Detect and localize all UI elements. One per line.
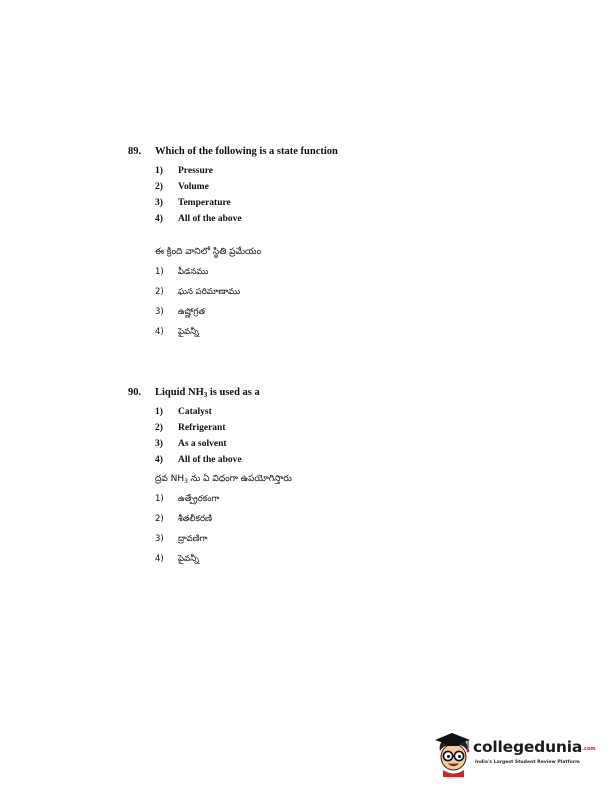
option-english <box>155 452 548 468</box>
question-text-telugu-prefix: ద్రవ NH <box>155 474 185 484</box>
option-label: పైవన్నీ <box>178 554 199 564</box>
question-text <box>155 386 260 400</box>
option-label: Refrigerant <box>178 423 226 433</box>
option-english <box>155 436 548 452</box>
question-text-telugu <box>155 472 548 486</box>
option-label: ద్రావణిగా <box>178 534 208 544</box>
option-label: పైవన్నీ <box>178 327 199 337</box>
option-number: 4) <box>155 554 164 564</box>
logo-tagline: India's Largest Student Review Platform <box>475 760 580 765</box>
question-90 <box>128 386 548 572</box>
option-telugu <box>155 285 548 305</box>
option-english <box>155 179 548 195</box>
option-number: 4) <box>155 455 163 465</box>
option-english <box>155 404 548 420</box>
option-label: శీతలీకరణి <box>178 514 213 524</box>
question-header <box>128 145 548 159</box>
subscript: 3 <box>203 391 208 399</box>
question-header <box>128 386 548 400</box>
option-number: 1) <box>155 166 163 176</box>
option-number: 2) <box>155 423 163 433</box>
option-label: Temperature <box>178 198 231 208</box>
option-number: 2) <box>155 514 164 524</box>
logo-wordmark <box>473 738 596 758</box>
option-telugu <box>155 492 548 512</box>
option-number: 3) <box>155 307 164 317</box>
option-english <box>155 163 548 179</box>
question-number: 90. <box>128 387 142 398</box>
options-english <box>155 163 548 227</box>
question-89 <box>128 145 548 345</box>
option-label: All of the above <box>178 214 242 224</box>
option-number: 2) <box>155 182 163 192</box>
option-english <box>155 420 548 436</box>
option-label: Catalyst <box>178 407 212 417</box>
option-label: ఘన పరిమాణాము <box>178 287 241 297</box>
option-telugu <box>155 305 548 325</box>
option-telugu <box>155 552 548 572</box>
option-number: 2) <box>155 287 164 297</box>
option-number: 4) <box>155 214 163 224</box>
question-text-telugu: ఈ క్రింది వానిలో స్థితి ప్రమేయం <box>155 247 262 257</box>
question-text-telugu-suffix: ను ఏ విధంగా ఉపయోగిస్తారు <box>187 474 292 484</box>
option-label: Volume <box>178 182 209 192</box>
options-telugu <box>155 492 548 572</box>
option-number: 3) <box>155 198 163 208</box>
options-telugu <box>155 265 548 345</box>
option-english <box>155 211 548 227</box>
option-number: 1) <box>155 494 164 504</box>
option-number: 1) <box>155 407 163 417</box>
question-text-suffix: is used as a <box>207 387 260 398</box>
collegedunia-logo <box>432 731 596 777</box>
question-text-prefix: Liquid NH <box>155 387 204 398</box>
option-label: Pressure <box>178 166 214 176</box>
option-number: 1) <box>155 267 164 277</box>
option-label: As a solvent <box>178 439 227 449</box>
option-telugu <box>155 512 548 532</box>
option-telugu <box>155 532 548 552</box>
student-mascot-icon <box>432 731 476 777</box>
question-text: Which of the following is a state function <box>155 146 338 157</box>
option-number: 3) <box>155 534 164 544</box>
subscript: 3 <box>184 478 188 485</box>
option-telugu <box>155 265 548 285</box>
logo-brand-text: collegedunia <box>473 738 583 756</box>
question-number: 89. <box>128 146 142 157</box>
option-label: ఉష్ణోగ్రత <box>178 307 206 317</box>
options-english <box>155 404 548 468</box>
logo-domain-suffix: .com <box>582 746 596 752</box>
option-telugu <box>155 325 548 345</box>
option-number: 3) <box>155 439 163 449</box>
option-number: 4) <box>155 327 164 337</box>
option-label: పీడనము <box>178 267 209 277</box>
option-label: All of the above <box>178 455 242 465</box>
option-label: ఉత్ప్రేరకంగా <box>178 494 220 504</box>
option-english <box>155 195 548 211</box>
